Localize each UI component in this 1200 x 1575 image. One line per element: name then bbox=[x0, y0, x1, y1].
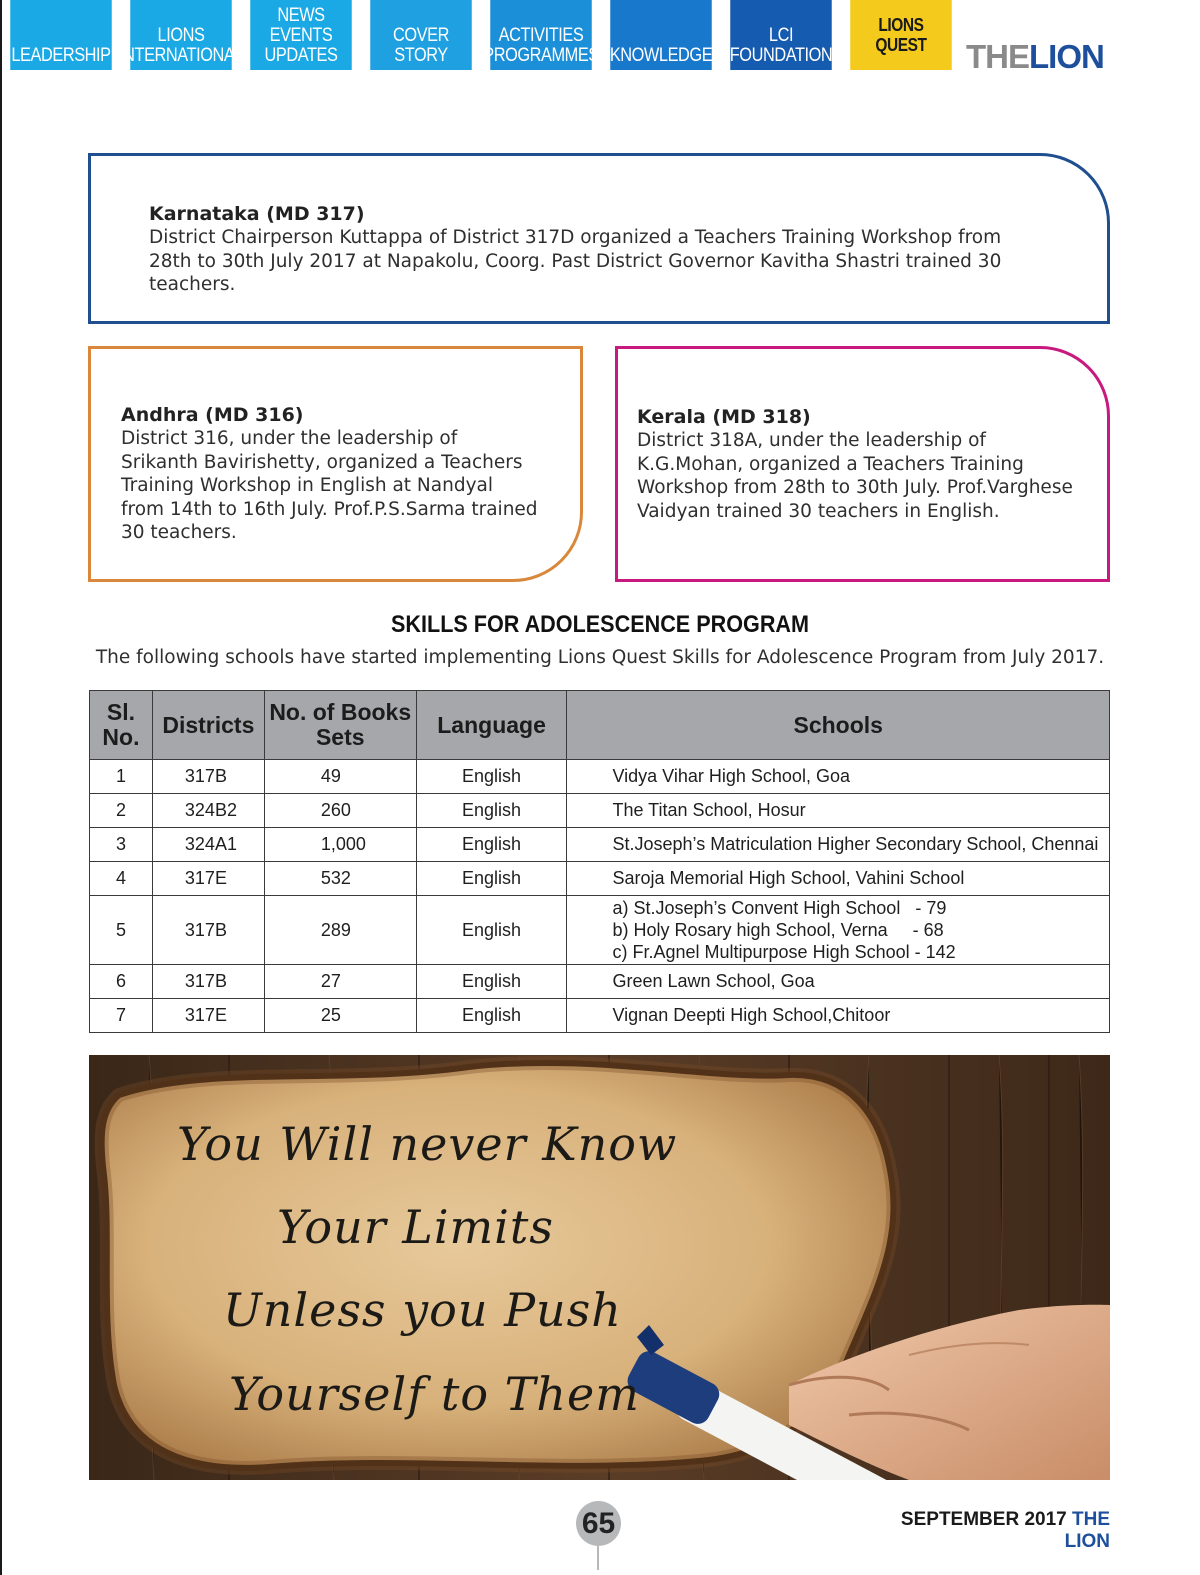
tab-label: ACTIVITIES PROGRAMMES bbox=[483, 25, 599, 66]
section-intro: The following schools have started implementing Lions Quest Skills for Adolescence Program from July 2017. bbox=[95, 647, 1105, 668]
cell-books: 27 bbox=[264, 965, 416, 999]
cell-district: 324B2 bbox=[152, 794, 264, 828]
box-title: Karnataka (MD 317) bbox=[149, 203, 365, 225]
cell-district: 317B bbox=[152, 896, 264, 965]
cell-school: The Titan School, Hosur bbox=[567, 794, 1110, 828]
footer-issue bbox=[858, 1509, 1110, 1553]
magazine-logo bbox=[966, 38, 1104, 76]
table-header-row bbox=[90, 691, 1110, 760]
tab-label: COVER STORY bbox=[393, 25, 449, 66]
header-language bbox=[416, 691, 567, 760]
header-label: Schools bbox=[793, 711, 883, 738]
cell-language: English bbox=[416, 965, 567, 999]
cell-language: English bbox=[416, 896, 567, 965]
table-row bbox=[90, 794, 1110, 828]
school-sub-item: a) St.Joseph’s Convent High School - 79 bbox=[612, 898, 947, 918]
box-body: District 316, under the leadership of Srikanth Bavirishetty, organized a Teachers Training Workshop in English at Nandyal from 14th to 16th July. Prof.P.S.Sarma trained 30 teachers. bbox=[121, 428, 538, 543]
tab-leadership[interactable] bbox=[10, 0, 111, 70]
magazine-name: THE LION bbox=[1064, 1509, 1110, 1552]
header-label: No. of Books Sets bbox=[269, 699, 412, 750]
cell-books: 260 bbox=[264, 794, 416, 828]
cell-school: Green Lawn School, Goa bbox=[567, 965, 1110, 999]
schools-table bbox=[89, 690, 1110, 1033]
table-row bbox=[90, 862, 1110, 896]
box-title: Andhra (MD 316) bbox=[121, 404, 304, 426]
page-number: 65 bbox=[576, 1501, 621, 1546]
tab-activities-programmes[interactable] bbox=[483, 0, 599, 70]
quote-line: Unless you Push bbox=[223, 1283, 622, 1337]
tab-knowledge[interactable] bbox=[610, 0, 711, 70]
cell-books: 1,000 bbox=[264, 828, 416, 862]
header-label: Districts bbox=[162, 711, 255, 738]
logo-lion: LION bbox=[1029, 38, 1104, 75]
cell-district: 317B bbox=[152, 965, 264, 999]
table-row bbox=[90, 999, 1110, 1033]
table-row bbox=[90, 760, 1110, 794]
cell-books: 49 bbox=[264, 760, 416, 794]
andhra-box bbox=[88, 346, 583, 582]
quote-illustration bbox=[89, 1055, 1110, 1480]
cell-sl: 6 bbox=[90, 965, 153, 999]
school-sub-item: c) Fr.Agnel Multipurpose High School - 142 bbox=[612, 942, 956, 962]
table-row bbox=[90, 828, 1110, 862]
cell-district: 317E bbox=[152, 862, 264, 896]
cell-sl: 7 bbox=[90, 999, 153, 1033]
cell-language: English bbox=[416, 999, 567, 1033]
tab-label: LEADERSHIP bbox=[11, 45, 111, 66]
header-districts bbox=[152, 691, 264, 760]
cell-sl: 2 bbox=[90, 794, 153, 828]
cell-books: 289 bbox=[264, 896, 416, 965]
cell-district: 317B bbox=[152, 760, 264, 794]
quote-line: You Will never Know bbox=[177, 1117, 678, 1171]
cell-books: 532 bbox=[264, 862, 416, 896]
cell-district: 324A1 bbox=[152, 828, 264, 862]
header-label: Language bbox=[437, 711, 546, 738]
cell-books: 25 bbox=[264, 999, 416, 1033]
header-label: Sl. No. bbox=[102, 699, 140, 750]
box-title: Kerala (MD 318) bbox=[637, 406, 811, 428]
cell-language: English bbox=[416, 862, 567, 896]
cell-school: Vidya Vihar High School, Goa bbox=[567, 760, 1110, 794]
cell-district: 317E bbox=[152, 999, 264, 1033]
box-body: District 318A, under the leadership of K.G.Mohan, organized a Teachers Training Workshop from 28th to 30th July. Prof.Varghese Vaidyan trained 30 teachers in English. bbox=[637, 430, 1073, 522]
cell-school: Saroja Memorial High School, Vahini School bbox=[567, 862, 1110, 896]
cell-school-list bbox=[567, 896, 1110, 965]
tab-label: LCI FOUNDATION bbox=[729, 25, 833, 66]
section-title: SKILLS FOR ADOLESCENCE PROGRAM bbox=[390, 611, 810, 638]
quote-line: Your Limits bbox=[277, 1200, 554, 1254]
tab-label: KNOWLEDGE bbox=[609, 45, 713, 66]
cell-sl: 1 bbox=[90, 760, 153, 794]
tab-news-events-updates[interactable] bbox=[250, 0, 351, 70]
box-body: District Chairperson Kuttappa of District 317D organized a Teachers Training Workshop from 28th to 30th July 2017 at Napakolu, Coorg. Past District Governor Kavitha Shastri trained 30 teachers. bbox=[149, 227, 1002, 295]
cell-sl: 4 bbox=[90, 862, 153, 896]
tab-lions-international[interactable] bbox=[119, 0, 243, 70]
table-row bbox=[90, 965, 1110, 999]
cell-school: St.Joseph’s Matriculation Higher Secondary School, Chennai bbox=[567, 828, 1110, 862]
cell-sl: 3 bbox=[90, 828, 153, 862]
header-sl-no bbox=[90, 691, 153, 760]
header-schools bbox=[567, 691, 1110, 760]
cell-sl: 5 bbox=[90, 896, 153, 965]
tab-label: LIONS INTERNATIONAL bbox=[119, 25, 243, 66]
logo-the: THE bbox=[966, 38, 1029, 75]
tab-lions-quest[interactable] bbox=[850, 0, 951, 70]
quote-line: Yourself to Them bbox=[229, 1367, 640, 1421]
kerala-box bbox=[615, 346, 1110, 582]
header-books bbox=[264, 691, 416, 760]
tab-lci-foundation[interactable] bbox=[730, 0, 831, 70]
page-number-stem bbox=[597, 1546, 599, 1570]
cell-school: Vignan Deepti High School,Chitoor bbox=[567, 999, 1110, 1033]
wood-and-parchment-art bbox=[89, 1055, 1110, 1480]
tab-cover-story[interactable] bbox=[370, 0, 471, 70]
issue-date: SEPTEMBER 2017 bbox=[900, 1509, 1067, 1530]
table-row bbox=[90, 896, 1110, 965]
tab-label: NEWS EVENTS UPDATES bbox=[264, 5, 338, 66]
school-sub-item: b) Holy Rosary high School, Verna - 68 bbox=[612, 920, 944, 940]
cell-language: English bbox=[416, 760, 567, 794]
section-nav bbox=[2, 0, 964, 72]
tab-label: LIONS QUEST bbox=[875, 15, 927, 55]
karnataka-box bbox=[88, 153, 1110, 324]
cell-language: English bbox=[416, 828, 567, 862]
cell-language: English bbox=[416, 794, 567, 828]
page-edge bbox=[0, 0, 2, 1575]
